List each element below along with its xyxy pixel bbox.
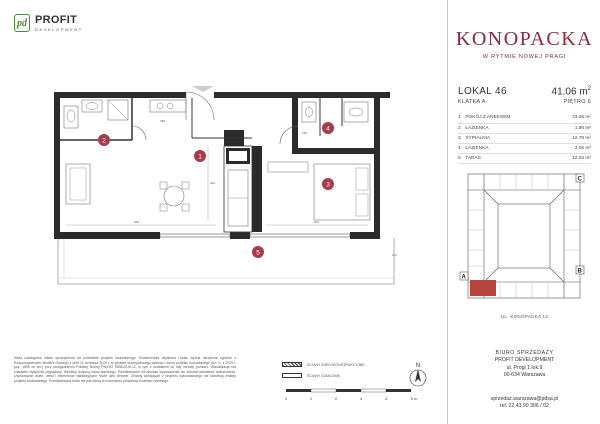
unit-label: LOKAL 46	[458, 86, 507, 98]
outer-wall-top-right	[214, 92, 390, 98]
legend-partition-walls-label: ŚCIANY DZIAŁOWE	[307, 373, 341, 378]
room-row: 3 SYPIALNIA 12.78 m²	[458, 134, 591, 144]
office-company: PROFIT DEVELOPMENT	[494, 357, 555, 364]
keyplan-label-b: B	[577, 268, 582, 275]
svg-text:606: 606	[314, 220, 320, 224]
scale-tick-2: 2	[334, 396, 338, 401]
room-marker-3-label: 3	[326, 181, 330, 189]
scale-tick-3: 3	[359, 396, 363, 401]
room-list	[458, 113, 591, 164]
scale-tick-5: 5 m	[410, 396, 418, 401]
office-email-link[interactable]: sprzedaz.warszawa@pdsa.pl	[490, 396, 559, 402]
partition-wall-swatch	[282, 373, 302, 378]
office-phone[interactable]: tel. 22 43 90 306 / 02	[500, 403, 549, 410]
floor-plan	[52, 86, 397, 286]
terrace-outline	[58, 238, 394, 284]
keyplan-label-a: A	[461, 274, 466, 281]
street-address: UL. KONOPACKA 12	[500, 314, 549, 319]
unit-area: 41.06 $m^2$	[551, 86, 591, 98]
room-marker-1-label: 1	[198, 153, 202, 161]
svg-text:110: 110	[392, 253, 397, 257]
svg-text:968: 968	[134, 220, 140, 224]
developer-name: PROFIT	[35, 13, 78, 26]
unit-staircase: KLATKA A	[458, 99, 486, 106]
room-row: 2 ŁAZIENKA 1.98 m²	[458, 124, 591, 134]
svg-text:160: 160	[302, 131, 308, 135]
unit-floor: PIĘTRO 6	[563, 99, 591, 106]
unit-info	[458, 86, 591, 164]
room-marker-5-label: 5	[256, 249, 260, 257]
info-panel	[447, 0, 600, 424]
scale-bar	[282, 388, 442, 404]
legend-load-walls-label: ŚCIANY WIELOKONSTRUKCYJNE	[307, 362, 365, 367]
sales-contact	[448, 396, 600, 411]
developer-logo[interactable]	[14, 14, 83, 32]
outer-wall-left	[54, 92, 60, 238]
room-marker-2-label: 2	[102, 137, 106, 145]
outer-wall-top-left	[54, 92, 186, 98]
room-row: 4 ŁAZIENKA 3.05 m²	[458, 144, 591, 154]
sales-office	[448, 350, 600, 379]
svg-text:388: 388	[160, 119, 166, 123]
keyplan-label-c: C	[577, 176, 582, 183]
scale-tick-0: 0	[284, 396, 288, 401]
project-tagline: W RYTMIE NOWEJ PRAGI	[482, 54, 567, 60]
legend-load-walls	[282, 362, 365, 367]
pd-logo-icon: pd	[14, 14, 30, 32]
compass	[408, 360, 428, 388]
unit-location-highlight	[470, 280, 496, 296]
office-heading: BIURO SPRZEDAŻY	[495, 350, 554, 356]
room-row: 5 TARAS 12.03 m²	[458, 154, 591, 164]
developer-subtitle: DEVELOPMENT	[35, 26, 83, 32]
compass-label: N	[415, 363, 421, 369]
north-arrow-icon	[415, 369, 421, 382]
room-row: 1 POKÓJ Z ANEKSEM 23.25 m²	[458, 113, 591, 123]
project-name: KONOPACKA	[455, 28, 594, 50]
scale-tick-4: 4	[384, 396, 388, 401]
office-city: 00-634 Warszawa	[503, 371, 546, 378]
office-street: ul. Progi 1 lok.9	[506, 364, 543, 371]
building-key-plan	[458, 170, 591, 304]
legend-partition-walls	[282, 373, 340, 378]
svg-text:429: 429	[210, 181, 216, 185]
load-wall-swatch	[282, 362, 302, 367]
legal-disclaimer: Karta katalogowa lokalu sporządzona na podstawie projektu budowlanego. Powierzchnia użytkowa Lokalu będzie określona zgodnie z Rozporządzeniem Ministra Rozwoju z dnia 11 września 2020 r. w sprawie szczegółowego zakresu i formy projektu budowlanego (Dz. U. z 2020 r. poz. 1609 ze zm.) przy uwzględnieniu Polskiej Normy PN-ISO 9836:2015-12, w tym z dodatkiem do niej metody pomiaru. Wizualizacja ma charakter wyłącznie poglądowy. Wymiary dotyczą stanu surowego. Przedstawione na rysunku wyposażenie nie stanowi standardu wykończenia. Usytuowanie okien, drzwi i elementów instalacyjnych może ulec zmianie. Zmiany wynikające z projektu wykonawczego nie stanowią zmiany projektu budowlanego. Przedstawiona karta nie jest ofertą w rozumieniu przepisów Kodeksu cywilnego.	[14, 356, 236, 383]
scale-tick-1: 1	[309, 396, 313, 401]
room-marker-4-label: 4	[326, 125, 330, 133]
project-brand	[448, 28, 600, 60]
outer-wall-right	[374, 92, 380, 238]
